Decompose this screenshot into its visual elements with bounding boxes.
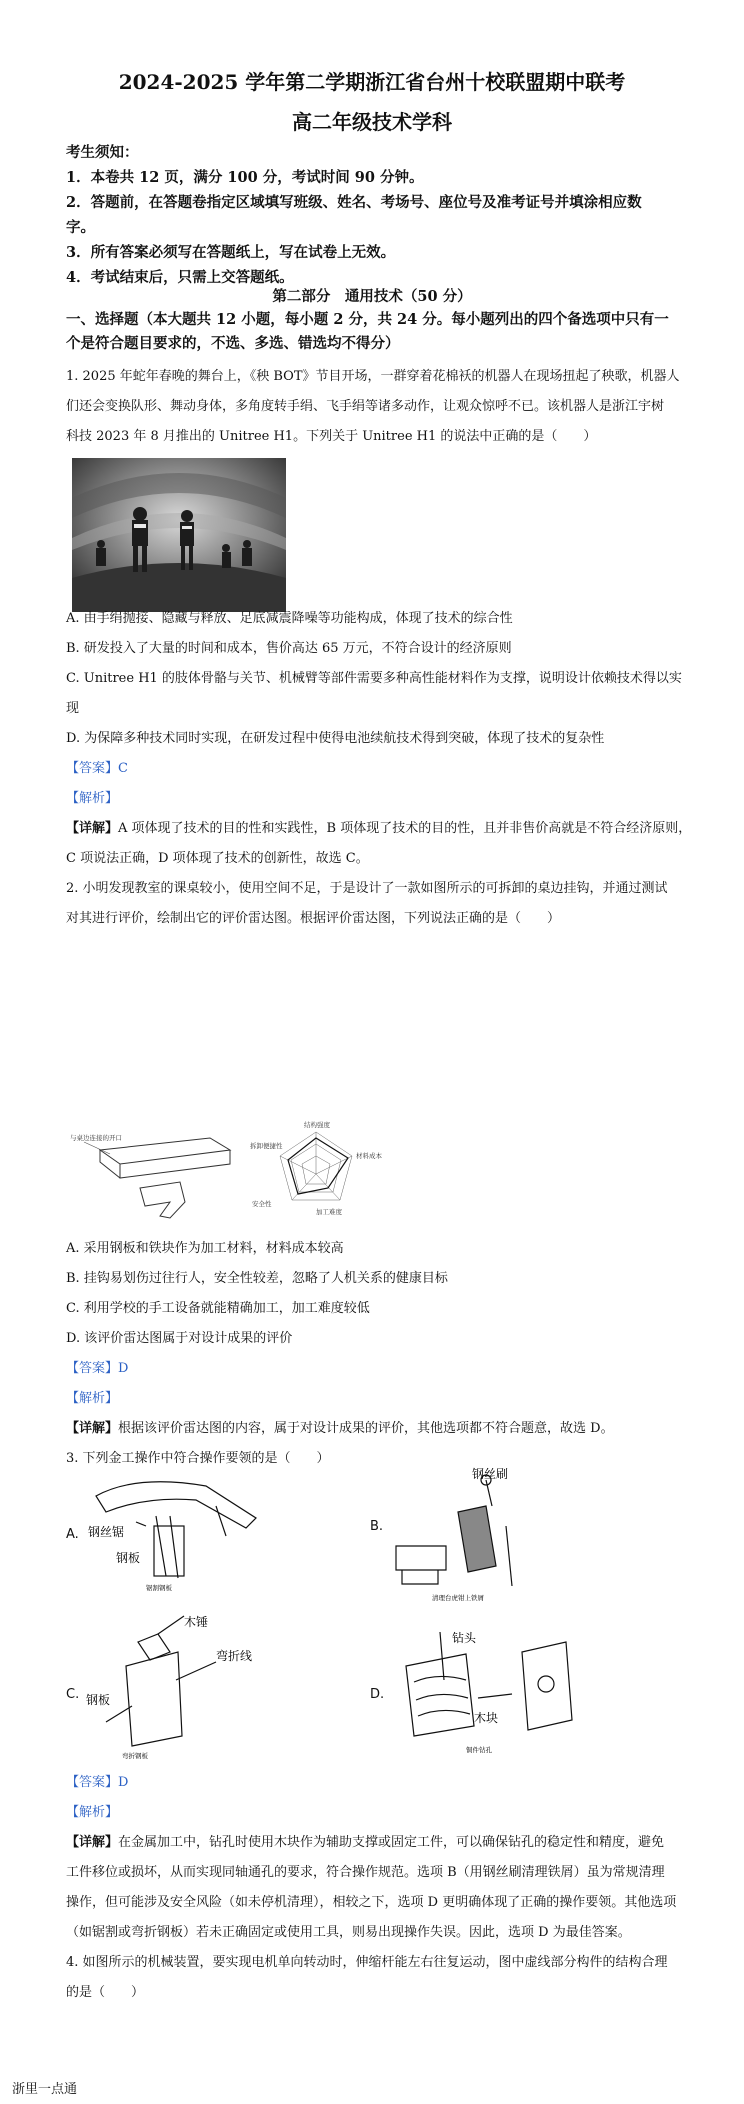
question-1-options [66, 604, 700, 874]
question-2-stem [66, 874, 700, 934]
analysis-label: 【解析】 [66, 1391, 119, 1406]
d-drill-label: 钻头 [452, 1631, 477, 1645]
notes-item: 3．所有答案必须写在答题纸上，写在试卷上无效。 [66, 244, 396, 261]
footer-watermark: 浙里一点通 [12, 2082, 78, 2097]
a-caption: 锯割钢板 [146, 1584, 172, 1592]
c-line-label: 弯折线 [216, 1649, 253, 1663]
stem-line: 1. 2025 年蛇年春晚的舞台上，《秧 BOT》节目开场，一群穿着花棉袄的机器人在现场扭起了秧歌，机器人 [66, 369, 680, 384]
question-1-stem [66, 362, 700, 452]
detail-text: 工件移位或损坏，从而实现同轴通孔的要求，符合操作规范。选项 B（用钢丝刷清理铁屑）虽为常规清理 [66, 1865, 665, 1880]
answer-label: 【答案】C [66, 761, 128, 776]
metalwork-options-figure [66, 1466, 646, 1762]
question-4-stem: 的是（ ） [66, 1985, 145, 2000]
detail-label: 【详解】 [66, 821, 119, 836]
option-b: B. 挂钩易划伤过往行人，安全性较差，忽略了人机关系的健康目标 [66, 1271, 448, 1286]
stem-line: 们还会变换队形、舞动身体，多角度转手绢、飞手绢等诸多动作，让观众惊呼不已。该机器人是浙江宇树 [66, 399, 665, 414]
option-a-tag: A. [66, 1527, 79, 1542]
option-c: C. 利用学校的手工设备就能精确加工，加工难度较低 [66, 1301, 370, 1316]
question-4-stem: 4. 如图所示的机械装置，要实现电机单向转动时，伸缩杆能左右往复运动，图中虚线部分构件的结构合理 [66, 1955, 668, 1970]
option-c-tag: C. [66, 1687, 80, 1702]
option-c: C. Unitree H1 的肢体骨骼与关节、机械臂等部件需要多种高性能材料作为支撑，说明设计依赖技术得以实 [66, 671, 682, 686]
desk-hook-figure [70, 1128, 240, 1228]
detail-text: 操作，但可能涉及安全风险（如未停机清理），相较之下，选项 D 更明确体现了正确的操作要领。其他选项 [66, 1895, 677, 1910]
desk-note-label: 与桌边连接的开口 [70, 1134, 122, 1142]
robot-dance-photo [72, 458, 286, 612]
notes-item: 2．答题前，在答题卷指定区域填写班级、姓名、考场号、座位号及准考证号并填涂相应数 [66, 194, 642, 211]
detail-block [66, 1828, 700, 1858]
question-3-solution [66, 1768, 700, 2008]
exam-notes [66, 140, 700, 290]
exam-title: 2024-2025 学年第二学期浙江省台州十校联盟期中联考 [118, 70, 626, 94]
b-brush-label: 钢丝刷 [472, 1467, 509, 1481]
analysis-label: 【解析】 [66, 1805, 119, 1820]
question-2-options [66, 1234, 700, 1474]
stem-line: 对其进行评价，绘制出它的评价雷达图。根据评价雷达图，下列说法正确的是（ ） [66, 911, 561, 926]
option-b-tag: B. [370, 1519, 384, 1534]
detail-text: 在金属加工中，钻孔时使用木块作为辅助支撑或固定工件，可以确保钻孔的稳定性和精度，避免 [118, 1835, 665, 1850]
option-d: D. 为保障多种技术同时实现，在研发过程中使得电池续航技术得到突破，体现了技术的复杂性 [66, 731, 605, 746]
detail-text: 根据该评价雷达图的内容，属于对设计成果的评价，其他选项都不符合题意，故选 D。 [118, 1421, 614, 1436]
detail-label: 【详解】 [66, 1835, 119, 1850]
option-d: D. 该评价雷达图属于对设计成果的评价 [66, 1331, 293, 1346]
notes-item: 字。 [66, 219, 95, 236]
option-a: A. 由手绢抛接、隐藏与释放、足底减震降噪等功能构成，体现了技术的综合性 [66, 611, 513, 626]
c-plate-label: 钢板 [86, 1693, 111, 1707]
answer-label: 【答案】D [66, 1775, 129, 1790]
d-caption: 铜件钻孔 [466, 1746, 492, 1754]
notes-item: 4．考试结束后，只需上交答题纸。 [66, 269, 294, 286]
option-d-tag: D. [370, 1687, 385, 1702]
stem-line: 科技 2023 年 8 月推出的 Unitree H1。下列关于 Unitree H1 的说法中正确的是（ ） [66, 429, 597, 444]
radar-axis-label: 安全性 [252, 1200, 272, 1208]
part-title: 第二部分 通用技术（50 分） [272, 288, 472, 305]
detail-block [66, 814, 700, 844]
option-c-wrap: 现 [66, 701, 80, 716]
detail-block [66, 1414, 700, 1444]
detail-label: 【详解】 [66, 1421, 119, 1436]
analysis-label: 【解析】 [66, 791, 119, 806]
notes-item: 1．本卷共 12 页，满分 100 分，考试时间 90 分钟。 [66, 169, 424, 186]
detail-text: C 项说法正确，D 项体现了技术的创新性，故选 C。 [66, 851, 369, 866]
radar-axis-label: 拆卸便捷性 [250, 1142, 283, 1150]
section-line: 个是符合题目要求的，不选、多选、错选均不得分） [66, 335, 400, 352]
detail-text: （如锯割或弯折钢板）若未正确固定或使用工具，则易出现操作失误。因此，选项 D 为最佳答案。 [66, 1925, 631, 1940]
answer-label: 【答案】D [66, 1361, 129, 1376]
d-wood-label: 木块 [474, 1711, 499, 1725]
radar-axis-label: 加工难度 [316, 1208, 342, 1216]
evaluation-radar-chart [244, 1118, 394, 1238]
stem-line: 2. 小明发现教室的课桌较小，使用空间不足，于是设计了一款如图所示的可拆卸的桌边挂钩，并通过测试 [66, 881, 668, 896]
question-3-stem: 3. 下列金工操作中符合操作要领的是（ ） [66, 1451, 330, 1466]
detail-text: A 项体现了技术的目的性和实践性，B 项体现了技术的目的性，且并非售价高就是不符合经济原则， [118, 821, 692, 836]
c-hammer-label: 木锤 [184, 1615, 209, 1629]
section-title [66, 308, 700, 356]
b-caption: 清理台虎钳上铁屑 [432, 1594, 484, 1602]
c-caption: 弯折钢板 [122, 1752, 148, 1760]
a-plate-label: 钢板 [116, 1551, 141, 1565]
exam-subtitle: 高二年级技术学科 [292, 110, 452, 134]
radar-axis-label: 结构强度 [304, 1121, 330, 1129]
radar-axis-label: 材料成本 [356, 1152, 382, 1160]
a-saw-label: 钢丝锯 [88, 1525, 125, 1539]
section-line: 一、选择题（本大题共 12 小题，每小题 2 分，共 24 分。每小题列出的四个备选项中只有一 [66, 311, 669, 328]
option-b: B. 研发投入了大量的时间和成本，售价高达 65 万元，不符合设计的经济原则 [66, 641, 512, 656]
notes-heading: 考生须知： [66, 144, 139, 161]
option-a: A. 采用钢板和铁块作为加工材料，材料成本较高 [66, 1241, 344, 1256]
